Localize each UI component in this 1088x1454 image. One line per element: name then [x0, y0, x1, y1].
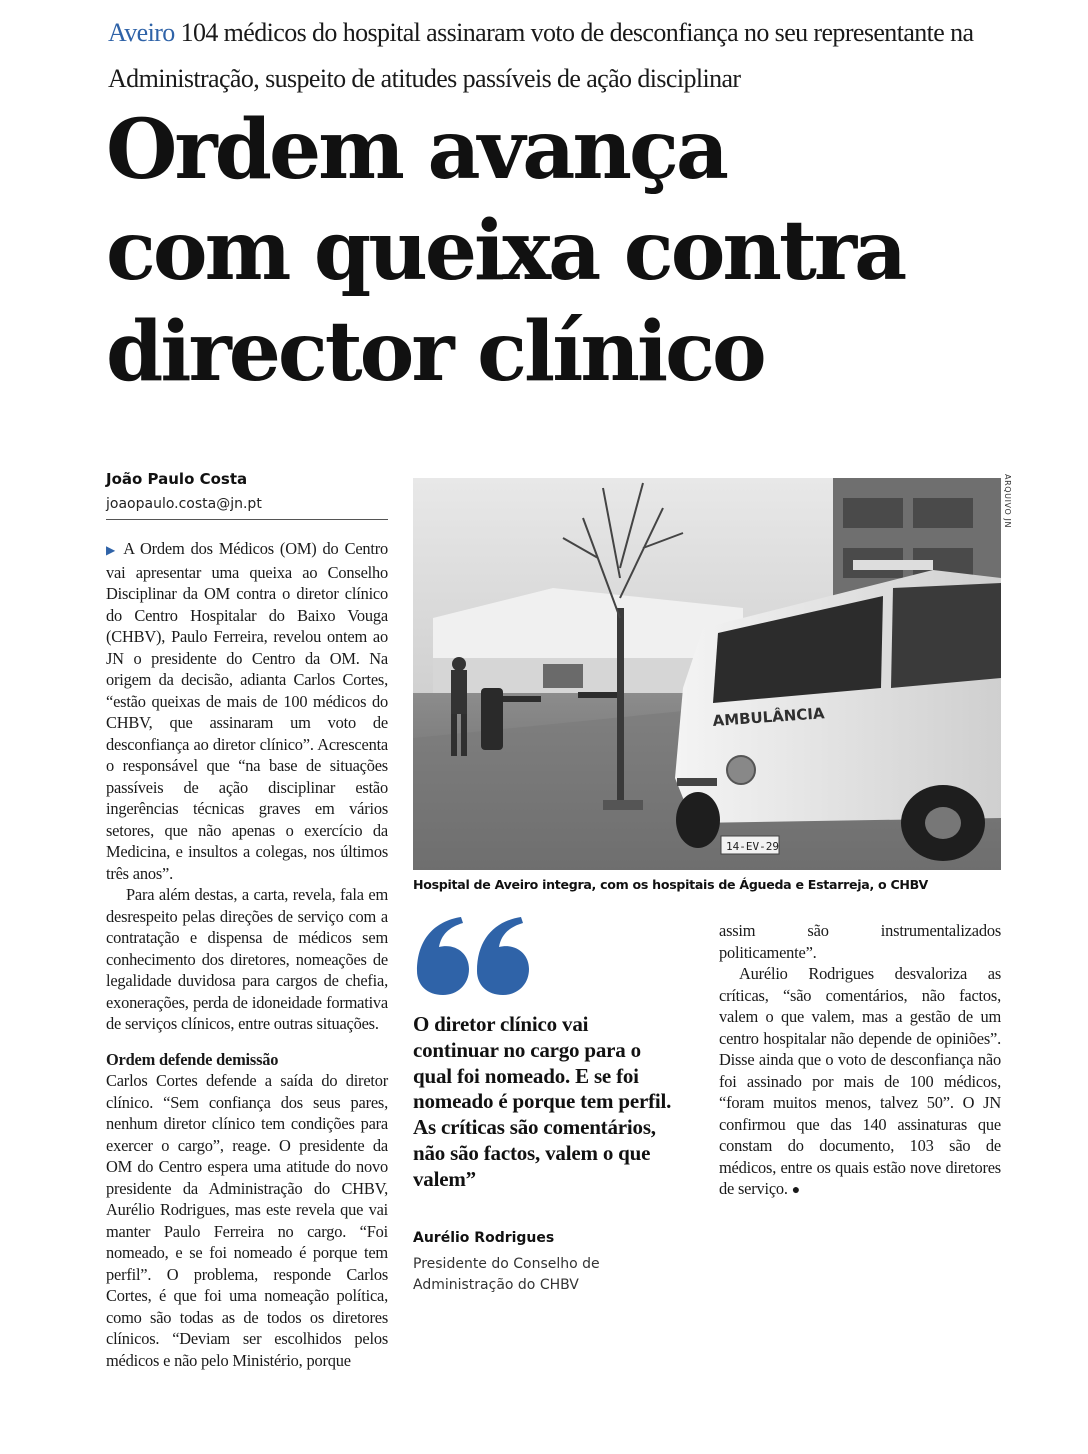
quote-author: Aurélio Rodrigues: [413, 1230, 555, 1246]
quote-mark-icon: [411, 913, 539, 997]
kicker-text: 104 médicos do hospital assinaram voto de desconfiança no seu representante na Administração, suspeito de atitudes passíveis de ação disciplinar: [108, 18, 974, 93]
headline-line-1: Ordem avança: [106, 102, 727, 198]
photo-credit: ARQUIVO JN: [1003, 474, 1012, 529]
body-paragraph-2: Para além destas, a carta, revela, fala em desrespeito pelas direções de serviço com a contratação e dispensa de médicos sem conhecimento dos diretores, nomeações de legalidade duvidosa para cargos de chefia, exonerações, perda de idoneidade formativa de serviços clínicos, entre outras situações.: [106, 885, 388, 1033]
headline: [106, 100, 1046, 403]
license-plate: 14-EV-29: [726, 840, 779, 853]
body-paragraph-4: [719, 963, 1001, 1202]
ambulance-label: AMBULÂNCIA: [712, 704, 826, 730]
body-paragraph-4-text: Aurélio Rodrigues desvaloriza as críticas, “são comentários, não factos, valem o que valem, mas a gestão de um centro hospitalar não depende de opiniões”. Disse ainda que o voto de desconfiança não foi assinado por mais de 100 médicos, “foram muitos menos, talvez 50”. O JN confirmou que das 140 assinaturas que constam do documento, 103 são de médicos, entre os quais estão nove diretores de serviço.: [719, 964, 1001, 1198]
photo-caption: Hospital de Aveiro integra, com os hospitais de Águeda e Estarreja, o CHBV: [413, 877, 928, 892]
quote-author-role: Presidente do Conselho de Administração do CHBV: [413, 1256, 600, 1293]
kicker: [108, 10, 1028, 102]
body-paragraph-1: A Ordem dos Médicos (OM) do Centro vai apresentar uma queixa ao Conselho Disciplinar da OM contra o diretor clínico do Centro Hospitalar do Baixo Vouga (CHBV), Paulo Ferreira, revelou ontem ao JN o presidente do Centro da OM. Na origem da decisão, adianta Carlos Cortes, “estão queixas de mais de 100 médicos do CHBV, que assinaram um voto de desconfiança ao diretor clínico”. Acrescenta o responsável que “na base de situações passíveis de ação disciplinar estão ingerências técnicas graves em vários setores, que não apenas o exercício da Medicina, e insultos a colegas, nos últimos três anos”.: [106, 539, 388, 883]
end-mark-icon: ●: [791, 1183, 800, 1198]
byline-divider: [106, 519, 388, 520]
article-column-3: [719, 920, 1001, 1202]
headline-line-2: com queixa contra: [106, 203, 905, 299]
hospital-photo: [413, 478, 1001, 870]
hospital-ambulance-illustration: [413, 478, 1001, 870]
body-paragraph-3-continued: assim são instrumentalizados politicamente”.: [719, 921, 1001, 962]
byline-author: João Paulo Costa: [106, 470, 248, 488]
pull-quote: O diretor clínico vai continuar no cargo para o qual foi nomeado. E se foi nomeado é porque tem perfil. As críticas são comentários, não são factos, valem o que valem”: [413, 1012, 672, 1191]
kicker-location: Aveiro: [108, 18, 175, 47]
byline-email[interactable]: joaopaulo.costa@jn.pt: [106, 496, 262, 512]
lead-arrow-icon: ▶: [106, 543, 118, 557]
body-paragraph-3: Carlos Cortes defende a saída do diretor clínico. “Sem confiança dos seus pares, nenhum diretor clínico tem condições para exercer o cargo”, reage. O presidente da OM do Centro espera uma atitude do novo presidente da Administração do CHBV, Aurélio Rodrigues, mas este revela que vai manter Paulo Ferreira no cargo. “Foi nomeado, e se foi nomeado é porque tem perfil”. O problema, responde Carlos Cortes, é que foi uma nomeação política, como são todas as de todos os diretores clínicos. “Deviam ser escolhidos pelos médicos e não pelo Ministério, porque: [106, 1071, 388, 1370]
article-column-1: [106, 538, 388, 1371]
body-subhead: Ordem defende demissão: [106, 1049, 279, 1069]
headline-line-3: director clínico: [106, 304, 764, 400]
